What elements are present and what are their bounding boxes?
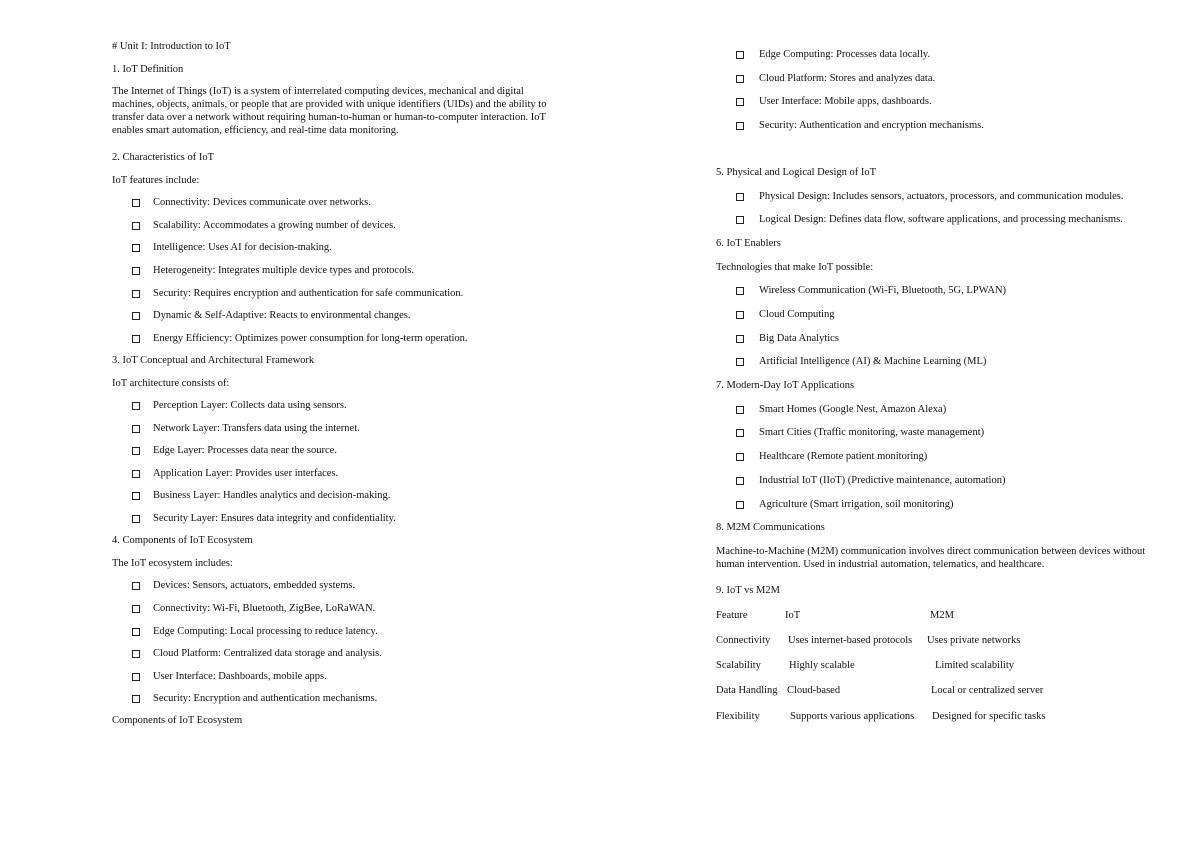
checkbox-bullet-icon bbox=[736, 193, 744, 201]
checkbox-bullet-icon bbox=[736, 429, 744, 437]
table-header-cell: Feature bbox=[716, 610, 748, 621]
list-item: Cloud Platform: Centralized data storage and analysis. bbox=[132, 647, 382, 660]
checkbox-bullet-icon bbox=[132, 312, 140, 320]
list-item: Application Layer: Provides user interfaces. bbox=[132, 467, 338, 480]
list-item: Security: Encryption and authentication mechanisms. bbox=[132, 692, 377, 705]
section-heading-iot-definition: 1. IoT Definition bbox=[112, 64, 184, 75]
list-item: User Interface: Mobile apps, dashboards. bbox=[736, 95, 932, 108]
list-item: Perception Layer: Collects data using sensors. bbox=[132, 399, 347, 412]
table-cell: Local or centralized server bbox=[931, 685, 1044, 696]
list-item: Agriculture (Smart irrigation, soil monitoring) bbox=[736, 498, 954, 511]
checkbox-bullet-icon bbox=[132, 199, 140, 207]
table-cell: Designed for specific tasks bbox=[932, 711, 1046, 722]
section-heading-components: 4. Components of IoT Ecosystem bbox=[112, 535, 253, 546]
document-title: # Unit I: Introduction to IoT bbox=[112, 41, 231, 52]
checkbox-bullet-icon bbox=[132, 695, 140, 703]
table-cell: Connectivity bbox=[716, 635, 771, 646]
checkbox-bullet-icon bbox=[736, 406, 744, 414]
table-cell: Cloud-based bbox=[787, 685, 841, 696]
checkbox-bullet-icon bbox=[736, 98, 744, 106]
table-header-cell: M2M bbox=[930, 610, 954, 621]
section-heading-design: 5. Physical and Logical Design of IoT bbox=[716, 167, 877, 178]
list-item: Security: Authentication and encryption mechanisms. bbox=[736, 119, 984, 132]
section-heading-architecture: 3. IoT Conceptual and Architectural Framework bbox=[112, 355, 315, 366]
list-item: Energy Efficiency: Optimizes power consumption for long-term operation. bbox=[132, 332, 468, 345]
list-item: Intelligence: Uses AI for decision-making. bbox=[132, 241, 332, 254]
checkbox-bullet-icon bbox=[736, 287, 744, 295]
list-item: Devices: Sensors, actuators, embedded systems. bbox=[132, 579, 355, 592]
list-item: Smart Cities (Traffic monitoring, waste management) bbox=[736, 426, 984, 439]
checkbox-bullet-icon bbox=[132, 222, 140, 230]
components-intro: The IoT ecosystem includes: bbox=[112, 558, 233, 569]
checkbox-bullet-icon bbox=[132, 335, 140, 343]
checkbox-bullet-icon bbox=[132, 290, 140, 298]
table-cell: Highly scalable bbox=[789, 660, 855, 671]
enablers-intro: Technologies that make IoT possible: bbox=[716, 262, 874, 273]
list-item: Heterogeneity: Integrates multiple device types and protocols. bbox=[132, 264, 414, 277]
list-item: User Interface: Dashboards, mobile apps. bbox=[132, 670, 327, 683]
checkbox-bullet-icon bbox=[132, 267, 140, 275]
list-item: Network Layer: Transfers data using the internet. bbox=[132, 422, 360, 435]
list-item: Connectivity: Devices communicate over networks. bbox=[132, 196, 371, 209]
list-item: Physical Design: Includes sensors, actuators, processors, and communication modules. bbox=[736, 190, 1124, 203]
list-item: Security Layer: Ensures data integrity and confidentiality. bbox=[132, 512, 396, 525]
checkbox-bullet-icon bbox=[736, 477, 744, 485]
characteristics-intro: IoT features include: bbox=[112, 175, 200, 186]
checkbox-bullet-icon bbox=[132, 582, 140, 590]
checkbox-bullet-icon bbox=[132, 402, 140, 410]
checkbox-bullet-icon bbox=[132, 673, 140, 681]
checkbox-bullet-icon bbox=[736, 311, 744, 319]
checkbox-bullet-icon bbox=[736, 501, 744, 509]
table-cell: Limited scalability bbox=[935, 660, 1015, 671]
checkbox-bullet-icon bbox=[132, 425, 140, 433]
checkbox-bullet-icon bbox=[132, 470, 140, 478]
list-item: Big Data Analytics bbox=[736, 332, 839, 345]
section-heading-enablers: 6. IoT Enablers bbox=[716, 238, 781, 249]
section-heading-iot-vs-m2m: 9. IoT vs M2M bbox=[716, 585, 780, 596]
list-item: Industrial IoT (IIoT) (Predictive maintenance, automation) bbox=[736, 474, 1005, 487]
checkbox-bullet-icon bbox=[736, 216, 744, 224]
list-item: Business Layer: Handles analytics and decision-making. bbox=[132, 489, 390, 502]
list-item: Cloud Computing bbox=[736, 308, 835, 321]
list-item: Artificial Intelligence (AI) & Machine Learning (ML) bbox=[736, 355, 986, 368]
components-footer: Components of IoT Ecosystem bbox=[112, 715, 243, 726]
section-heading-m2m: 8. M2M Communications bbox=[716, 522, 825, 533]
checkbox-bullet-icon bbox=[132, 628, 140, 636]
checkbox-bullet-icon bbox=[736, 122, 744, 130]
list-item: Edge Computing: Processes data locally. bbox=[736, 48, 930, 61]
table-cell: Data Handling bbox=[716, 685, 778, 696]
checkbox-bullet-icon bbox=[132, 447, 140, 455]
section-heading-applications: 7. Modern-Day IoT Applications bbox=[716, 380, 855, 391]
list-item: Wireless Communication (Wi-Fi, Bluetooth, 5G, LPWAN) bbox=[736, 284, 1006, 297]
list-item: Cloud Platform: Stores and analyzes data. bbox=[736, 72, 935, 85]
list-item: Scalability: Accommodates a growing number of devices. bbox=[132, 219, 396, 232]
architecture-intro: IoT architecture consists of: bbox=[112, 378, 230, 389]
checkbox-bullet-icon bbox=[736, 453, 744, 461]
table-cell: Uses private networks bbox=[927, 635, 1021, 646]
iot-definition-paragraph: The Internet of Things (IoT) is a system of interrelated computing devices, mechanical and digital machines, objects, animals, or people that are provided with unique identifiers (UIDs) and the ability to transfer data over a network without requiring human-to-human or human-to-computer interaction. IoT enables smart automation, efficiency, and real-time data monitoring. bbox=[112, 86, 547, 136]
list-item: Connectivity: Wi-Fi, Bluetooth, ZigBee, LoRaWAN. bbox=[132, 602, 375, 615]
table-cell: Uses internet-based protocols bbox=[788, 635, 913, 646]
section-heading-characteristics: 2. Characteristics of IoT bbox=[112, 152, 215, 163]
m2m-paragraph: Machine-to-Machine (M2M) communication involves direct communication between devices without human intervention. Used in industrial automation, telematics, and healthcare. bbox=[716, 546, 1146, 570]
checkbox-bullet-icon bbox=[736, 75, 744, 83]
table-cell: Scalability bbox=[716, 660, 761, 671]
checkbox-bullet-icon bbox=[736, 51, 744, 59]
list-item: Healthcare (Remote patient monitoring) bbox=[736, 450, 927, 463]
list-item: Edge Computing: Local processing to reduce latency. bbox=[132, 625, 378, 638]
checkbox-bullet-icon bbox=[132, 492, 140, 500]
checkbox-bullet-icon bbox=[132, 605, 140, 613]
table-header-cell: IoT bbox=[785, 610, 801, 621]
table-cell: Supports various applications bbox=[790, 711, 915, 722]
checkbox-bullet-icon bbox=[132, 650, 140, 658]
list-item: Security: Requires encryption and authentication for safe communication. bbox=[132, 287, 463, 300]
list-item: Edge Layer: Processes data near the source. bbox=[132, 444, 337, 457]
checkbox-bullet-icon bbox=[736, 335, 744, 343]
list-item: Smart Homes (Google Nest, Amazon Alexa) bbox=[736, 403, 946, 416]
checkbox-bullet-icon bbox=[132, 244, 140, 252]
checkbox-bullet-icon bbox=[132, 515, 140, 523]
checkbox-bullet-icon bbox=[736, 358, 744, 366]
list-item: Dynamic & Self-Adaptive: Reacts to environmental changes. bbox=[132, 309, 410, 322]
table-cell: Flexibility bbox=[716, 711, 760, 722]
list-item: Logical Design: Defines data flow, software applications, and processing mechanisms. bbox=[736, 213, 1123, 226]
